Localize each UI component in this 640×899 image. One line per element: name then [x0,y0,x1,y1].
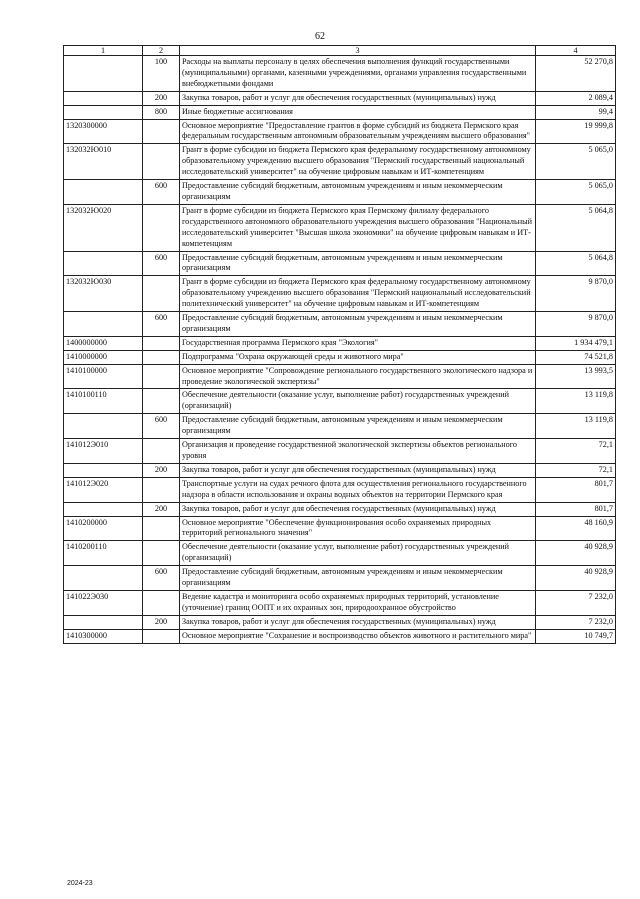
table-row [64,350,616,364]
table-row [64,336,616,350]
row-expense-type [143,629,180,643]
table-row [64,276,616,312]
row-code [64,615,143,629]
row-description: Грант в форме субсидии из бюджета Пермского края федеральному государственному автономному образовательному учреждению высшего образования "Пермский государственный национальный исследовательский университет" на обучение цифровым навыкам и ИТ-компетенциям [180,144,536,180]
table-row [64,439,616,464]
header-cell-3: 3 [180,46,536,56]
table-row [64,566,616,591]
row-description: Предоставление субсидий бюджетным, автономным учреждениям и иным некоммерческим организациям [180,566,536,591]
row-amount: 74 521,8 [536,350,616,364]
row-expense-type: 800 [143,105,180,119]
row-code: 1320300000 [64,119,143,144]
table-row [64,389,616,414]
table-row [64,312,616,337]
row-amount: 40 928,9 [536,541,616,566]
row-description: Предоставление субсидий бюджетным, автономным учреждениям и иным некоммерческим организациям [180,180,536,205]
row-code [64,463,143,477]
row-description: Обеспечение деятельности (оказание услуг, выполнение работ) государственных учреждений (организаций) [180,389,536,414]
row-expense-type: 600 [143,312,180,337]
table-row [64,477,616,502]
row-expense-type [143,350,180,364]
table-row [64,364,616,389]
row-expense-type: 600 [143,566,180,591]
row-description: Предоставление субсидий бюджетным, автономным учреждениям и иным некоммерческим организациям [180,414,536,439]
row-code: 132032Ю030 [64,276,143,312]
row-code: 141012Э010 [64,439,143,464]
page-number: 62 [315,31,325,42]
row-expense-type [143,364,180,389]
table-row [64,180,616,205]
row-code [64,414,143,439]
footer-code: 2024-23 [67,880,93,887]
row-expense-type [143,477,180,502]
row-description: Основное мероприятие "Предоставление грантов в форме субсидий из бюджета Пермского края федеральным государственным автономным образовательным учреждениям высшего образования" [180,119,536,144]
row-description: Закупка товаров, работ и услуг для обеспечения государственных (муниципальных) нужд [180,615,536,629]
row-code [64,312,143,337]
row-expense-type: 200 [143,91,180,105]
row-amount: 13 119,8 [536,389,616,414]
row-code [64,566,143,591]
table-row [64,119,616,144]
row-expense-type: 200 [143,615,180,629]
row-description: Закупка товаров, работ и услуг для обеспечения государственных (муниципальных) нужд [180,502,536,516]
header-cell-1: 1 [64,46,143,56]
row-code: 1410000000 [64,350,143,364]
row-code [64,105,143,119]
row-description: Подпрограмма "Охрана окружающей среды и животного мира" [180,350,536,364]
row-amount: 72,1 [536,439,616,464]
row-amount: 19 999,8 [536,119,616,144]
row-description: Грант в форме субсидии из бюджета Пермского края Пермскому филиалу федерального государственного автономного образовательного учреждения высшего образования "Национальный исследовательский университет "Высшая школа экономики" на обучение цифровым навыкам и ИТ-компетенциям [180,204,536,251]
table-row [64,590,616,615]
table-row [64,105,616,119]
table-row [64,502,616,516]
row-amount: 5 065,0 [536,180,616,205]
row-expense-type [143,119,180,144]
header-cell-4: 4 [536,46,616,56]
table-row [64,414,616,439]
row-code: 1410200110 [64,541,143,566]
row-description: Грант в форме субсидии из бюджета Пермского края федеральному государственному автономному образовательному учреждению высшего образования "Пермский национальный исследовательский политехнический университет" на обучение цифровым навыкам и ИТ-компетенциям [180,276,536,312]
table-row [64,541,616,566]
row-expense-type [143,541,180,566]
row-expense-type: 200 [143,463,180,477]
row-expense-type [143,389,180,414]
row-expense-type [143,439,180,464]
row-amount: 13 119,8 [536,414,616,439]
row-amount: 5 065,0 [536,144,616,180]
row-expense-type: 200 [143,502,180,516]
row-description: Закупка товаров, работ и услуг для обеспечения государственных (муниципальных) нужд [180,91,536,105]
row-description: Предоставление субсидий бюджетным, автономным учреждениям и иным некоммерческим организациям [180,312,536,337]
row-code: 132032Ю020 [64,204,143,251]
table-row [64,463,616,477]
table-row [64,251,616,276]
row-description: Обеспечение деятельности (оказание услуг, выполнение работ) государственных учреждений (организаций) [180,541,536,566]
row-description: Основное мероприятие "Сохранение и воспроизводство объектов животного и растительного мира" [180,629,536,643]
table-row [64,516,616,541]
table-row [64,56,616,92]
table-row [64,144,616,180]
row-amount: 1 934 479,1 [536,336,616,350]
row-amount: 7 232,0 [536,590,616,615]
row-amount: 9 870,0 [536,276,616,312]
row-code: 141012Э020 [64,477,143,502]
row-description: Ведение кадастра и мониторинга особо охраняемых природных территорий, установление (уточнение) границ ООПТ и их охранных зон, природоохранное обустройство [180,590,536,615]
row-code: 1400000000 [64,336,143,350]
row-code: 132032Ю010 [64,144,143,180]
table-header-row [64,46,616,56]
row-amount: 72,1 [536,463,616,477]
row-description: Основное мероприятие "Обеспечение функционирования особо охраняемых природных территорий регионального значения" [180,516,536,541]
row-description: Иные бюджетные ассигнования [180,105,536,119]
row-code: 1410300000 [64,629,143,643]
table-row [64,615,616,629]
row-amount: 52 270,8 [536,56,616,92]
row-code [64,502,143,516]
row-amount: 40 928,9 [536,566,616,591]
row-code [64,91,143,105]
row-expense-type: 600 [143,414,180,439]
row-code [64,251,143,276]
row-expense-type: 600 [143,180,180,205]
row-expense-type [143,144,180,180]
row-code: 141022Э030 [64,590,143,615]
row-amount: 10 749,7 [536,629,616,643]
row-amount: 801,7 [536,502,616,516]
row-amount: 13 993,5 [536,364,616,389]
row-expense-type [143,204,180,251]
row-expense-type [143,590,180,615]
row-description: Транспортные услуги на судах речного флота для осуществления регионального государственного надзора в области использования и охраны водных объектов на территории Пермского края [180,477,536,502]
row-code [64,56,143,92]
row-description: Закупка товаров, работ и услуг для обеспечения государственных (муниципальных) нужд [180,463,536,477]
row-amount: 7 232,0 [536,615,616,629]
row-description: Основное мероприятие "Сопровождение регионального государственного экологического надзора и проведение экологической экспертизы" [180,364,536,389]
row-code: 1410100110 [64,389,143,414]
row-code: 1410200000 [64,516,143,541]
row-amount: 5 064,8 [536,251,616,276]
row-expense-type [143,276,180,312]
row-expense-type: 600 [143,251,180,276]
row-amount: 99,4 [536,105,616,119]
table-row [64,204,616,251]
budget-table [63,45,616,644]
row-expense-type: 100 [143,56,180,92]
table-row [64,91,616,105]
row-amount: 9 870,0 [536,312,616,337]
row-amount: 48 160,9 [536,516,616,541]
row-description: Государственная программа Пермского края "Экология" [180,336,536,350]
row-code [64,180,143,205]
row-expense-type [143,516,180,541]
row-amount: 801,7 [536,477,616,502]
row-amount: 5 064,8 [536,204,616,251]
header-cell-2: 2 [143,46,180,56]
row-description: Расходы на выплаты персоналу в целях обеспечения выполнения функций государственными (муниципальными) органами, казенными учреждениями, органами управления государственными внебюджетными фондами [180,56,536,92]
row-amount: 2 089,4 [536,91,616,105]
row-code: 1410100000 [64,364,143,389]
row-expense-type [143,336,180,350]
row-description: Организация и проведение государственной экологической экспертизы объектов регионального уровня [180,439,536,464]
table-row [64,629,616,643]
row-description: Предоставление субсидий бюджетным, автономным учреждениям и иным некоммерческим организациям [180,251,536,276]
